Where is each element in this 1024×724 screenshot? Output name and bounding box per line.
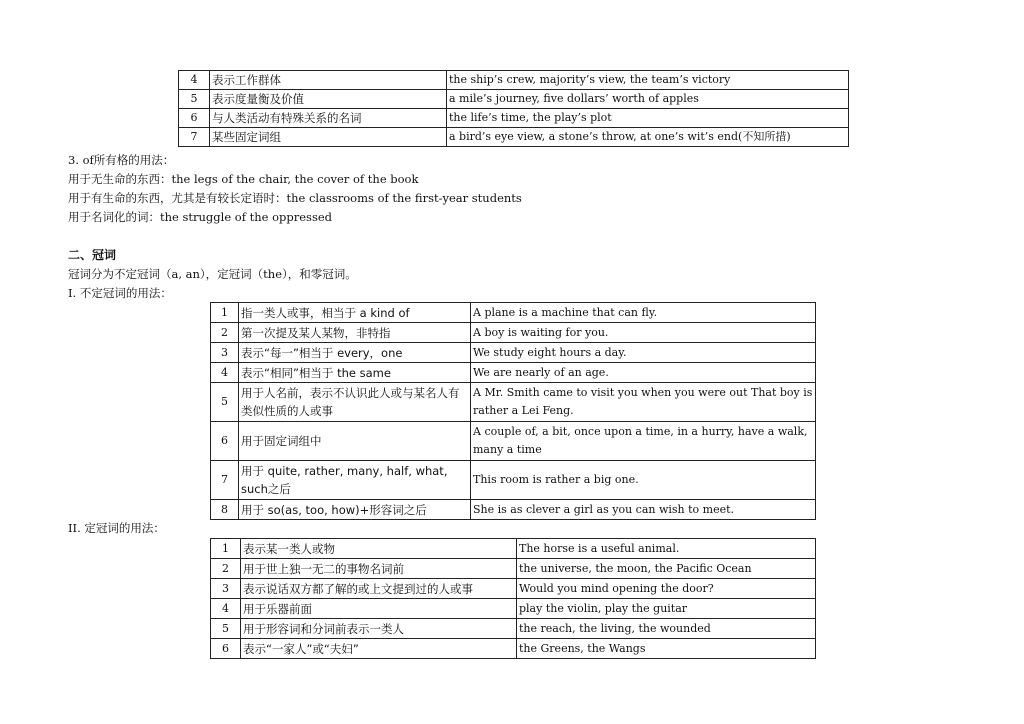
example-cell: A Mr. Smith came to visit you when you were out That boy is rather a Lei Feng. bbox=[471, 383, 816, 422]
usage-cell: 表示说话双方都了解的或上文提到过的人或事 bbox=[241, 579, 517, 599]
usage-cell: 表示工作群体 bbox=[210, 71, 447, 90]
usage-cell: 用于世上独一无二的事物名词前 bbox=[241, 559, 517, 579]
table-row bbox=[211, 539, 816, 559]
table-row bbox=[179, 109, 849, 128]
row-number: 5 bbox=[179, 90, 210, 109]
usage-cell: 某些固定词组 bbox=[210, 128, 447, 147]
example-cell: play the violin, play the guitar bbox=[517, 599, 816, 619]
text-line: 用于有生命的东西，尤其是有较长定语时：the classrooms of the first-year students bbox=[68, 191, 522, 205]
example-cell: the reach, the living, the wounded bbox=[517, 619, 816, 639]
example-cell: A boy is waiting for you. bbox=[471, 323, 816, 343]
row-number: 2 bbox=[211, 323, 239, 343]
example-cell: A plane is a machine that can fly. bbox=[471, 303, 816, 323]
row-number: 5 bbox=[211, 619, 241, 639]
section-heading-articles: 二、冠词 bbox=[68, 248, 117, 262]
table-row bbox=[211, 500, 816, 520]
row-number: 1 bbox=[211, 303, 239, 323]
usage-cell: 与人类活动有特殊关系的名词 bbox=[210, 109, 447, 128]
row-number: 4 bbox=[211, 599, 241, 619]
usage-cell: 用于 so(as, too, how)+形容词之后 bbox=[239, 500, 471, 520]
usage-cell: 用于人名前，表示不认识此人或与某名人有类似性质的人或事 bbox=[239, 383, 471, 422]
row-number: 6 bbox=[211, 639, 241, 659]
definite-article-title: II. 定冠词的用法： bbox=[68, 521, 165, 535]
table-row bbox=[211, 303, 816, 323]
usage-cell: 表示“一家人”或“夫妇” bbox=[241, 639, 517, 659]
table-row bbox=[211, 461, 816, 500]
table-row bbox=[211, 363, 816, 383]
example-cell: a mile’s journey, five dollars’ worth of apples bbox=[447, 90, 849, 109]
example-cell: a bird’s eye view, a stone’s throw, at one’s wit’s end(不知所措) bbox=[447, 128, 849, 147]
table-row bbox=[179, 71, 849, 90]
example-cell: Would you mind opening the door? bbox=[517, 579, 816, 599]
table-row bbox=[211, 639, 816, 659]
example-cell: the ship’s crew, majority’s view, the team’s victory bbox=[447, 71, 849, 90]
articles-intro: 冠词分为不定冠词（a, an），定冠词（the），和零冠词。 bbox=[68, 267, 357, 281]
row-number: 1 bbox=[211, 539, 241, 559]
row-number: 7 bbox=[211, 461, 239, 500]
usage-cell: 表示“每一”相当于 every，one bbox=[239, 343, 471, 363]
example-cell: the universe, the moon, the Pacific Ocean bbox=[517, 559, 816, 579]
possessive-table bbox=[178, 70, 849, 147]
usage-cell: 用于形容词和分词前表示一类人 bbox=[241, 619, 517, 639]
row-number: 4 bbox=[179, 71, 210, 90]
example-cell: She is as clever a girl as you can wish to meet. bbox=[471, 500, 816, 520]
table-row bbox=[179, 128, 849, 147]
table-row bbox=[211, 599, 816, 619]
row-number: 7 bbox=[179, 128, 210, 147]
usage-cell: 用于 quite, rather, many, half, what, such之后 bbox=[239, 461, 471, 500]
usage-cell: 用于固定词组中 bbox=[239, 422, 471, 461]
usage-cell: 用于乐器前面 bbox=[241, 599, 517, 619]
row-number: 3 bbox=[211, 343, 239, 363]
row-number: 2 bbox=[211, 559, 241, 579]
usage-cell: 指一类人或事，相当于 a kind of bbox=[239, 303, 471, 323]
example-cell: the Greens, the Wangs bbox=[517, 639, 816, 659]
row-number: 6 bbox=[179, 109, 210, 128]
example-cell: We are nearly of an age. bbox=[471, 363, 816, 383]
table-row bbox=[211, 422, 816, 461]
row-number: 6 bbox=[211, 422, 239, 461]
usage-cell: 表示“相同”相当于 the same bbox=[239, 363, 471, 383]
definite-article-table bbox=[210, 538, 816, 659]
indefinite-article-title: I. 不定冠词的用法： bbox=[68, 286, 172, 300]
table-row bbox=[211, 619, 816, 639]
table-row bbox=[211, 343, 816, 363]
text-line: 用于名词化的词：the struggle of the oppressed bbox=[68, 210, 333, 224]
table-row bbox=[211, 383, 816, 422]
example-cell: The horse is a useful animal. bbox=[517, 539, 816, 559]
indefinite-article-table bbox=[210, 302, 816, 520]
usage-cell: 表示度量衡及价值 bbox=[210, 90, 447, 109]
example-cell: We study eight hours a day. bbox=[471, 343, 816, 363]
table-row bbox=[211, 579, 816, 599]
row-number: 4 bbox=[211, 363, 239, 383]
row-number: 3 bbox=[211, 579, 241, 599]
text-line: 用于无生命的东西：the legs of the chair, the cover of the book bbox=[68, 172, 419, 186]
usage-cell: 第一次提及某人某物，非特指 bbox=[239, 323, 471, 343]
row-number: 8 bbox=[211, 500, 239, 520]
example-cell: the life’s time, the play’s plot bbox=[447, 109, 849, 128]
table-row bbox=[179, 90, 849, 109]
section-title-of-possessive: 3. of所有格的用法： bbox=[68, 153, 175, 167]
example-cell: A couple of, a bit, once upon a time, in a hurry, have a walk, many a time bbox=[471, 422, 816, 461]
example-cell: This room is rather a big one. bbox=[471, 461, 816, 500]
table-row bbox=[211, 323, 816, 343]
table-row bbox=[211, 559, 816, 579]
row-number: 5 bbox=[211, 383, 239, 422]
usage-cell: 表示某一类人或物 bbox=[241, 539, 517, 559]
